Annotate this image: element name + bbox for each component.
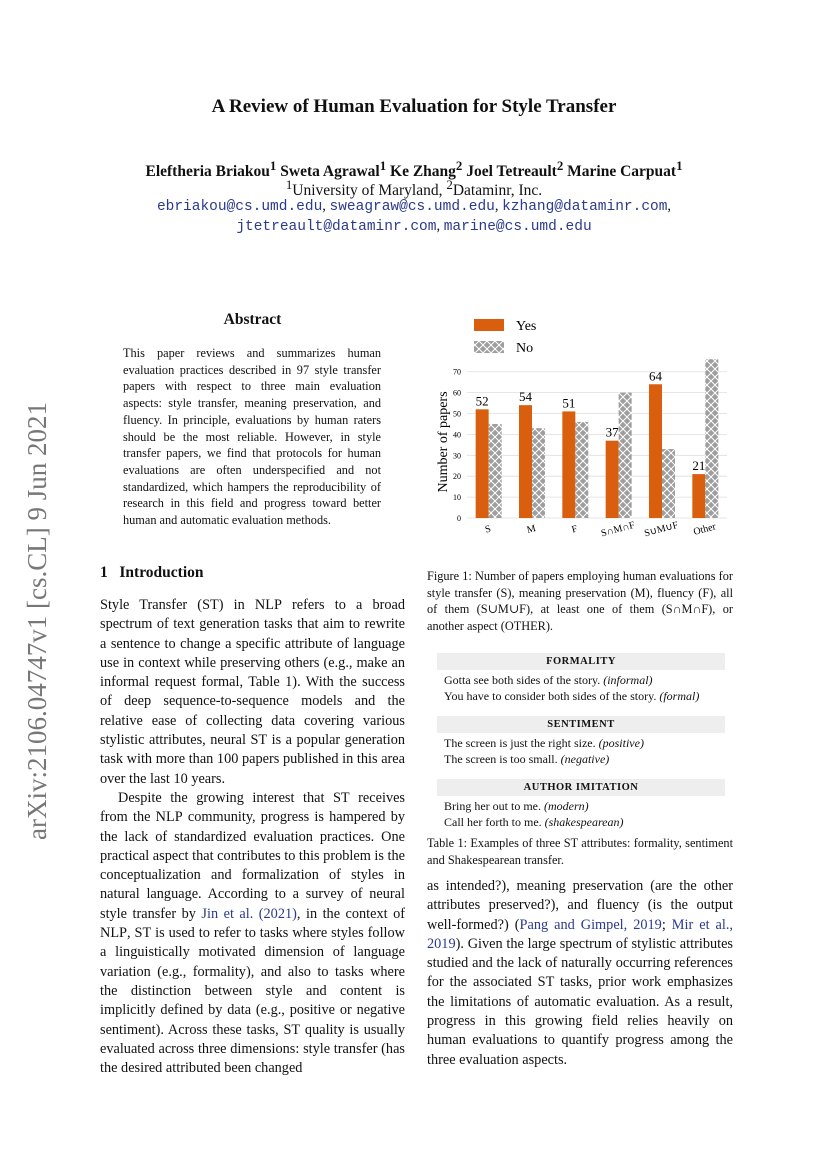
email-list: ebriakou@cs.umd.edu, sweagraw@cs.umd.edu, kzhang@dataminr.com, <box>156 198 672 215</box>
bar-yes <box>562 411 575 518</box>
table-row: Gotta see both sides of the story. (informal) <box>444 673 653 687</box>
table-row: Call her forth to me. (shakespearean) <box>444 815 624 829</box>
y-tick-label: 60 <box>453 388 461 398</box>
y-tick-label: 70 <box>453 367 461 377</box>
x-tick-label: Other <box>692 521 718 538</box>
affiliation-mark: 1 <box>379 158 387 173</box>
table-section-header: AUTHOR IMITATION <box>437 779 725 796</box>
section-heading <box>100 564 204 582</box>
paragraph: Style Transfer (ST) in NLP refers to a broad spectrum of text generation tasks that aim to rewrite a sentence to change a specific attribute of language use in context while preserving others (e.g., make an informal request formal, Table 1). With the success of deep sequence-to-sequence models and the relative ease of collecting data covering various stylistic attributes, neural ST is a popular generation task with more than 100 papers published in this area over the last 10 years. <box>100 597 406 787</box>
citation-link[interactable]: Mir et al., 2019 <box>427 916 733 952</box>
author-name: Marine Carpuat <box>567 163 677 181</box>
arxiv-stamp: arXiv:2106.04747v1 [cs.CL] 9 Jun 2021 <box>22 402 52 840</box>
legend-label: No <box>516 341 534 356</box>
legend-label: Yes <box>516 319 537 334</box>
x-tick-label: M <box>525 523 538 537</box>
bar-no <box>532 428 545 518</box>
table-row: The screen is too small. (negative) <box>444 752 610 766</box>
citation-link[interactable]: Pang and Gimpel, 2019 <box>519 916 662 933</box>
bar-yes <box>606 441 619 518</box>
bar-no <box>705 359 718 518</box>
bar-no <box>619 393 632 518</box>
table-caption: Table 1: Examples of three ST attributes: formality, sentiment and Shakespearean transfer. <box>427 836 733 867</box>
y-tick-label: 10 <box>453 493 461 503</box>
y-tick-label: 40 <box>453 430 461 440</box>
abstract-text: This paper reviews and summarizes human evaluation practices described in 97 style transfer papers with respect to three main evaluation aspects: style transfer, meaning preservation, and fluency. In principle, evaluations by human raters should be the most reliable. However, in style transfer papers, we find that protocols for human evaluations are often underspecified and not standardized, which hampers the reproducibility of research in this field and progress toward better human and automatic evaluation methods. <box>123 346 381 528</box>
legend-swatch-no <box>474 341 504 353</box>
section-number: 1 <box>100 564 108 581</box>
y-tick-label: 50 <box>453 409 461 419</box>
x-tick-label: F <box>570 523 579 536</box>
data-label: 54 <box>519 389 532 405</box>
table-row: The screen is just the right size. (positive) <box>444 736 644 750</box>
data-label: 64 <box>649 368 662 384</box>
abstract-heading: Abstract <box>223 311 282 328</box>
bar-yes <box>519 405 532 518</box>
affiliation-mark: 2 <box>556 158 564 173</box>
bar-no <box>489 424 502 518</box>
data-label: 37 <box>605 424 619 440</box>
author-name: Eleftheria Briakou <box>145 163 270 181</box>
bar-no <box>575 422 588 518</box>
affiliation-2: Dataminr, Inc. <box>452 182 543 200</box>
bar-no <box>662 449 675 518</box>
affiliations: $^1$University of Maryland, $^2$Dataminr, Inc. <box>285 177 543 200</box>
y-axis-label: Number of papers <box>436 391 451 493</box>
bar-yes <box>649 384 662 518</box>
figure-caption: Figure 1: Number of papers employing human evaluations for style transfer (S), meaning preservation (M), fluency (F), all of them (S∪M∪F), at least one of them (S∩M∩F), or another aspect (OTHER). <box>427 569 733 634</box>
y-tick-label: 20 <box>453 472 461 482</box>
section-title: Introduction <box>119 564 204 581</box>
intro-right-column: as intended?), meaning preservation (are the other attributes preserved?), and fluency (is the output well-formed?) (Pang and Gimpel, 2019; Mir et al., 2019). Given the large spectrum of stylistic attributes studied and the lack of naturally occurring references for the associated ST tasks, prior work emphasizes the limitations of automatic evaluation. As a result, progress in this growing field relies heavily on human evaluations to quantify progress among the three evaluation aspects. <box>427 878 733 1068</box>
table-row: You have to consider both sides of the story. (formal) <box>444 689 700 703</box>
bar-yes <box>476 409 489 518</box>
table-section-header: FORMALITY <box>437 653 725 670</box>
x-tick-label: S∩M∩F <box>599 519 637 540</box>
data-label: 52 <box>475 393 489 409</box>
author-name: Joel Tetreault <box>466 163 557 181</box>
email-link[interactable]: jtetreault@dataminr.com <box>236 219 437 235</box>
email-link[interactable]: marine@cs.umd.edu <box>443 219 592 235</box>
y-tick-label: 30 <box>453 451 461 461</box>
email-link[interactable]: ebriakou@cs.umd.edu <box>156 199 323 215</box>
citation-link[interactable]: Jin et al. (2021) <box>201 905 297 922</box>
x-tick-label: S∪M∪F <box>643 519 680 540</box>
email-list: jtetreault@dataminr.com, marine@cs.umd.edu <box>236 218 592 235</box>
data-label: 21 <box>692 458 706 474</box>
table-section-header: SENTIMENT <box>437 716 725 733</box>
email-link[interactable]: kzhang@dataminr.com <box>502 199 668 215</box>
table-row: Bring her out to me. (modern) <box>444 799 589 813</box>
author-name: Sweta Agrawal <box>280 163 380 181</box>
x-tick-label: S <box>483 523 493 536</box>
affiliation-mark: 1 <box>269 158 277 173</box>
example-table <box>437 653 725 830</box>
paper-title: A Review of Human Evaluation for Style Transfer <box>211 96 617 117</box>
author-name: Ke Zhang <box>390 163 456 181</box>
intro-left-column <box>100 596 405 1078</box>
paragraph: Despite the growing interest that ST receives from the NLP community, progress is hampered by the lack of standardized evaluation practices. One practical aspect that contributes to this problem is the conceptualization and formalization of styles in natural language. According to a survey of neural style transfer by Jin et al. (2021), in the context of NLP, ST is used to refer to tasks where styles follow a linguistically motivated dimension of language variation (e.g., formality), and also to tasks where the distinction between style and content is implicitly defined by data (e.g., positive or negative sentiment). Across these tasks, ST quality is usually evaluated across three dimensions: style transfer (has the desired attributed been changed <box>100 789 406 1077</box>
data-label: 51 <box>562 395 576 411</box>
email-link[interactable]: sweagraw@cs.umd.edu <box>329 199 495 215</box>
affiliation-mark: 1 <box>676 158 683 173</box>
bar-yes <box>692 474 705 518</box>
bar-chart <box>427 305 733 560</box>
affiliation-mark: 2 <box>455 158 463 173</box>
y-tick-label: 0 <box>457 514 461 523</box>
affiliation-1: University of Maryland, <box>292 182 443 200</box>
legend-swatch-yes <box>474 319 504 331</box>
